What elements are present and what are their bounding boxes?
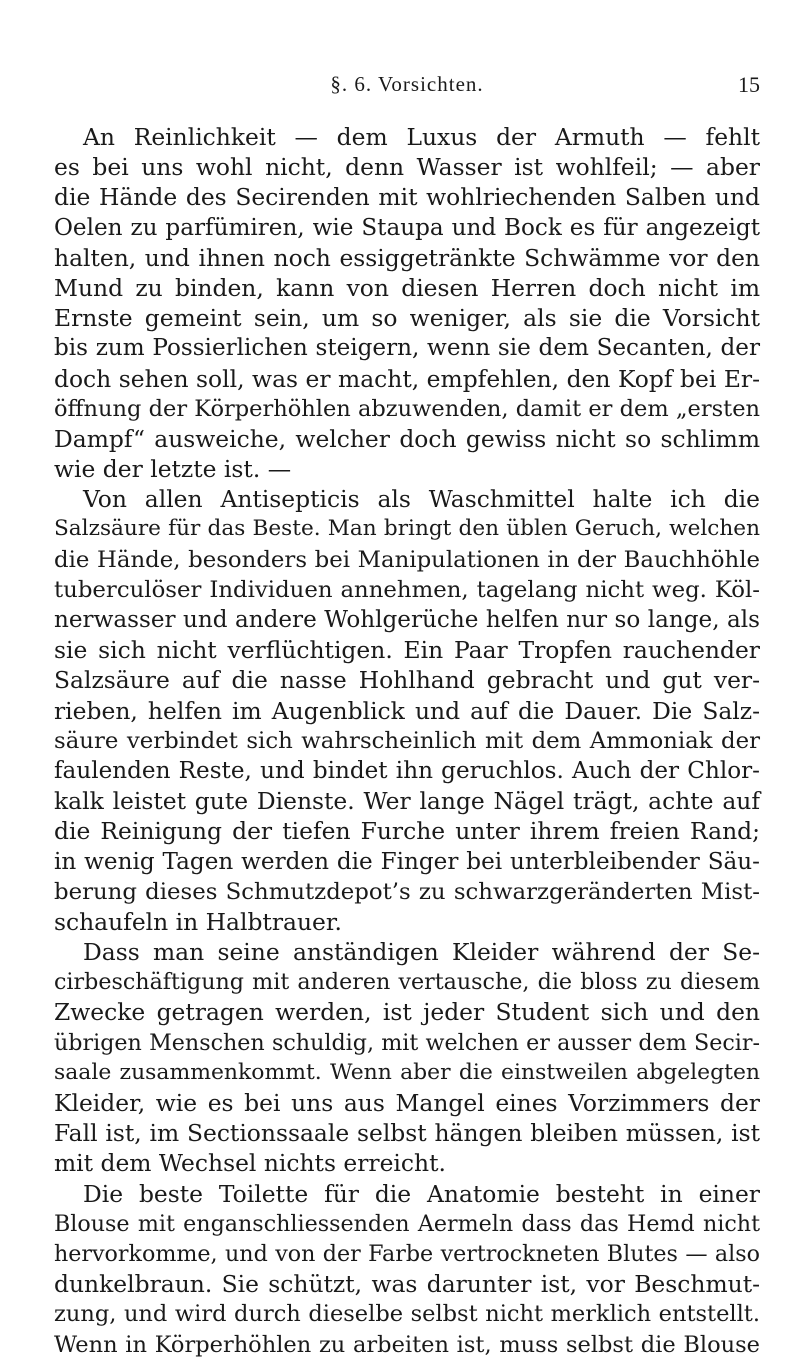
text-line: Mund zu binden, kann von diesen Herren doch nicht im: [54, 273, 760, 302]
text-line: mit dem Wechsel nichts erreicht.: [54, 1149, 446, 1178]
text-line: kalk leistet gute Dienste. Wer lange Nägel trägt, achte auf: [54, 787, 760, 816]
text-line: Dampf“ ausweiche, welcher doch gewiss nicht so schlimm: [54, 424, 760, 453]
text-line: Blouse mit enganschliessenden Aermeln dass das Hemd nicht: [54, 1210, 760, 1237]
text-line: berung dieses Schmutzdepot’s zu schwarzgeränderten Mist-: [54, 878, 760, 905]
body-text: [54, 122, 760, 1360]
text-line: zung, und wird durch dieselbe selbst nicht merklich entstellt.: [54, 1301, 760, 1328]
text-line: wie der letzte ist. —: [54, 455, 292, 484]
text-line: hervorkomme, und von der Farbe vertrockneten Blutes — also: [54, 1240, 760, 1267]
text-line: Wenn in Körperhöhlen zu arbeiten ist, muss selbst die Blouse: [54, 1331, 760, 1358]
text-line: Kleider, wie es bei uns aus Mangel eines Vorzimmers der: [54, 1089, 760, 1117]
text-line: rieben, helfen im Augenblick und auf die Dauer. Die Salz-: [54, 696, 760, 725]
text-line: Zwecke getragen werden, ist jeder Student sich und den: [54, 998, 760, 1027]
text-line: es bei uns wohl nicht, denn Wasser ist wohlfeil; — aber: [54, 153, 760, 182]
section-title: §. 6. Vorsichten.: [330, 72, 484, 96]
text-line: Salzsäure auf die nasse Hohlhand gebracht und gut ver-: [54, 666, 760, 695]
text-line: Ernste gemeint sein, um so weniger, als sie die Vorsicht: [54, 304, 760, 333]
text-line: die Reinigung der tiefen Furche unter ihrem freien Rand;: [54, 817, 760, 846]
text-line: cirbeschäftigung mit anderen vertausche, die bloss zu diesem: [54, 969, 760, 996]
text-line: dunkelbraun. Sie schützt, was darunter ist, vor Beschmut-: [54, 1270, 760, 1299]
text-line: Fall ist, im Sectionssaale selbst hängen bleiben müssen, ist: [54, 1119, 760, 1148]
text-line: säure verbindet sich wahrscheinlich mit dem Ammoniak der: [54, 727, 760, 754]
text-line: übrigen Menschen schuldig, mit welchen er ausser dem Secir-: [54, 1029, 760, 1056]
page-number: 15: [738, 72, 760, 97]
running-head: [54, 72, 760, 102]
text-line: Salzsäure für das Beste. Man bringt den üblen Geruch, welchen: [54, 516, 760, 542]
text-line: die Hände des Secirenden mit wohlriechenden Salben und: [54, 183, 760, 212]
text-line: An Reinlichkeit — dem Luxus der Armuth — fehlt: [83, 123, 760, 151]
text-line: saale zusammenkommt. Wenn aber die einstweilen abgelegten: [54, 1059, 760, 1085]
text-line: die Hände, besonders bei Manipulationen in der Bauchhöhle: [54, 546, 760, 573]
text-line: tuberculöser Individuen annehmen, tagelang nicht weg. Köl-: [54, 576, 760, 603]
text-line: öffnung der Körperhöhlen abzuwenden, damit er dem „ersten: [54, 395, 760, 422]
text-line: doch sehen soll, was er macht, empfehlen, den Kopf bei Er-: [54, 364, 760, 393]
text-line: halten, und ihnen noch essiggetränkte Schwämme vor den: [54, 243, 760, 272]
text-line: bis zum Possierlichen steigern, wenn sie dem Secanten, der: [54, 335, 760, 362]
text-line: Oelen zu parfümiren, wie Staupa und Bock es für angezeigt: [54, 214, 760, 241]
text-line: Die beste Toilette für die Anatomie besteht in einer: [83, 1179, 760, 1208]
text-line: Von allen Antisepticis als Waschmittel halte ich die: [83, 485, 760, 514]
text-line: schaufeln in Halbtrauer.: [54, 907, 342, 936]
text-line: sie sich nicht verflüchtigen. Ein Paar Tropfen rauchender: [54, 636, 760, 665]
text-line: Dass man seine anständigen Kleider während der Se-: [83, 938, 760, 967]
text-line: in wenig Tagen werden die Finger bei unterbleibender Säu-: [54, 848, 760, 875]
text-line: faulenden Reste, und bindet ihn geruchlos. Auch der Chlor-: [54, 757, 760, 784]
text-line: nerwasser und andere Wohlgerüche helfen nur so lange, als: [54, 607, 760, 633]
